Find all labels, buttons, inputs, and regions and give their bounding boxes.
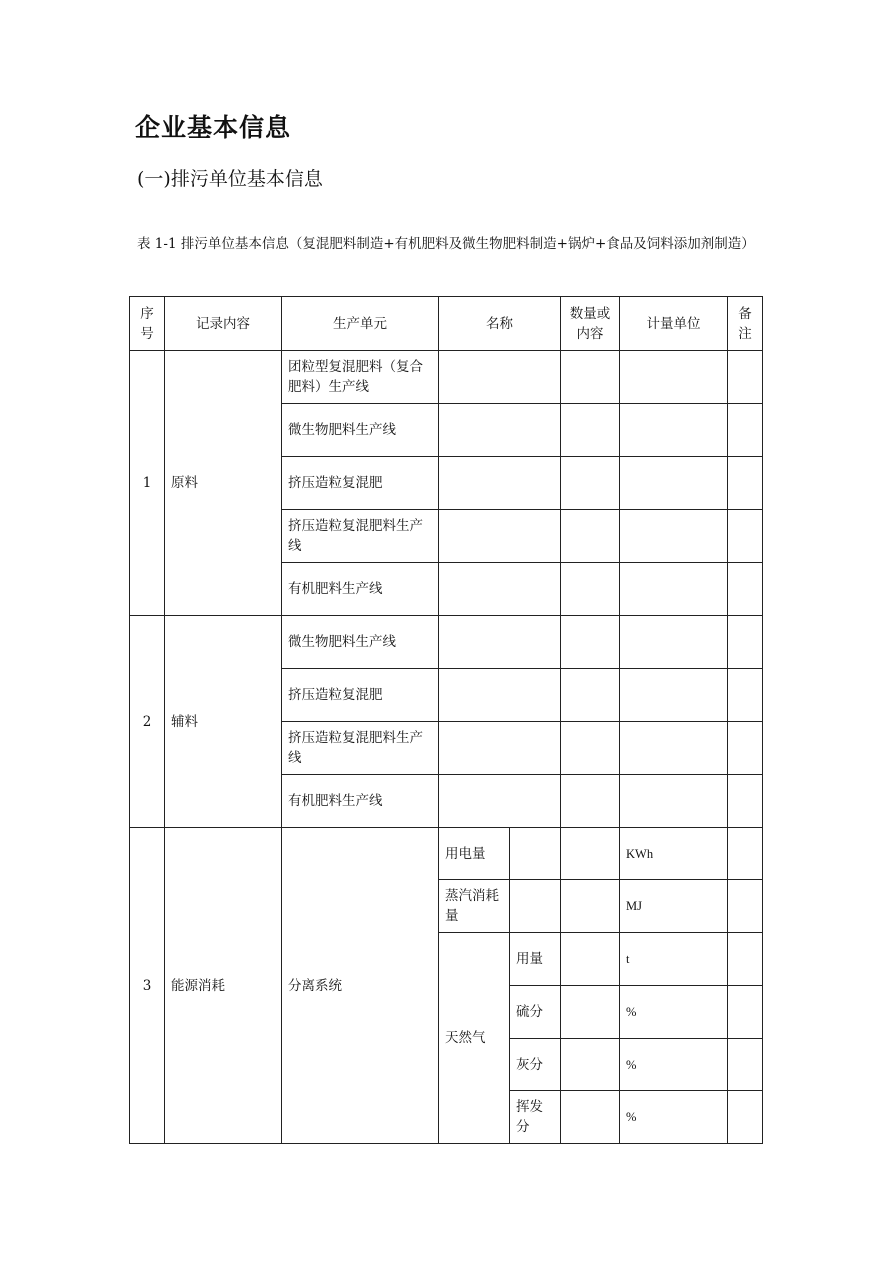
measure-cell: t (620, 933, 728, 986)
quantity-cell (561, 457, 620, 510)
note-cell (728, 722, 763, 775)
name-cell (439, 404, 561, 457)
name-cell (439, 563, 561, 616)
seq-cell: 1 (130, 351, 165, 616)
note-cell (728, 775, 763, 828)
note-cell (728, 1039, 763, 1091)
header-unit: 生产单元 (282, 297, 439, 351)
quantity-cell (561, 933, 620, 986)
quantity-cell (561, 1039, 620, 1091)
note-cell (728, 616, 763, 669)
sub-name-cell (510, 828, 561, 880)
sub-name-cell: 挥发分 (510, 1091, 561, 1144)
unit-cell: 挤压造粒复混肥料生产线 (282, 722, 439, 775)
measure-cell: KWh (620, 828, 728, 880)
header-record: 记录内容 (165, 297, 282, 351)
seq-cell: 3 (130, 828, 165, 1144)
quantity-cell (561, 986, 620, 1039)
note-cell (728, 986, 763, 1039)
quantity-cell (561, 404, 620, 457)
record-cell: 原料 (165, 351, 282, 616)
note-cell (728, 828, 763, 880)
measure-cell: % (620, 1039, 728, 1091)
name-cell (439, 616, 561, 669)
unit-cell: 微生物肥料生产线 (282, 616, 439, 669)
measure-cell (620, 775, 728, 828)
quantity-cell (561, 828, 620, 880)
measure-cell (620, 351, 728, 404)
measure-cell (620, 563, 728, 616)
quantity-cell (561, 1091, 620, 1144)
quantity-cell (561, 722, 620, 775)
note-cell (728, 404, 763, 457)
name-cell (439, 669, 561, 722)
unit-cell: 有机肥料生产线 (282, 563, 439, 616)
unit-cell: 挤压造粒复混肥料生产线 (282, 510, 439, 563)
sub-name-cell: 灰分 (510, 1039, 561, 1091)
measure-cell (620, 510, 728, 563)
header-seq: 序号 (130, 297, 165, 351)
table-caption: 表 1-1 排污单位基本信息（复混肥料制造+有机肥料及微生物肥料制造+锅炉+食品及饲料添加剂制造） (137, 236, 755, 252)
name-cell (439, 510, 561, 563)
basic-info-table (129, 296, 763, 1144)
name-cell (439, 722, 561, 775)
note-cell (728, 351, 763, 404)
unit-cell: 团粒型复混肥料（复合肥料）生产线 (282, 351, 439, 404)
table-row (130, 351, 763, 404)
name-cell (439, 457, 561, 510)
unit-cell: 微生物肥料生产线 (282, 404, 439, 457)
energy-name-cell: 天然气 (439, 933, 510, 1144)
note-cell (728, 669, 763, 722)
unit-cell: 挤压造粒复混肥 (282, 669, 439, 722)
quantity-cell (561, 880, 620, 933)
energy-name-cell: 用电量 (439, 828, 510, 880)
unit-cell: 挤压造粒复混肥 (282, 457, 439, 510)
name-cell (439, 351, 561, 404)
measure-cell: % (620, 986, 728, 1039)
note-cell (728, 1091, 763, 1144)
sub-name-cell: 用量 (510, 933, 561, 986)
table-row (130, 616, 763, 669)
record-cell: 能源消耗 (165, 828, 282, 1144)
quantity-cell (561, 775, 620, 828)
measure-cell (620, 616, 728, 669)
header-name: 名称 (439, 297, 561, 351)
header-row (130, 297, 763, 351)
table-row (130, 828, 763, 880)
measure-cell: MJ (620, 880, 728, 933)
energy-name-cell: 蒸汽消耗量 (439, 880, 510, 933)
seq-cell: 2 (130, 616, 165, 828)
note-cell (728, 563, 763, 616)
quantity-cell (561, 351, 620, 404)
name-cell (439, 775, 561, 828)
header-quantity: 数量或内容 (561, 297, 620, 351)
note-cell (728, 457, 763, 510)
measure-cell (620, 457, 728, 510)
header-measure: 计量单位 (620, 297, 728, 351)
measure-cell (620, 669, 728, 722)
quantity-cell (561, 616, 620, 669)
measure-cell: % (620, 1091, 728, 1144)
sub-name-cell: 硫分 (510, 986, 561, 1039)
unit-cell: 有机肥料生产线 (282, 775, 439, 828)
header-note: 备注 (728, 297, 763, 351)
sub-name-cell (510, 880, 561, 933)
record-cell: 辅料 (165, 616, 282, 828)
note-cell (728, 880, 763, 933)
note-cell (728, 510, 763, 563)
unit-cell: 分离系统 (282, 828, 439, 1144)
quantity-cell (561, 563, 620, 616)
measure-cell (620, 722, 728, 775)
note-cell (728, 933, 763, 986)
quantity-cell (561, 510, 620, 563)
quantity-cell (561, 669, 620, 722)
measure-cell (620, 404, 728, 457)
section-title: (一)排污单位基本信息 (137, 168, 323, 190)
page-title: 企业基本信息 (135, 113, 292, 142)
